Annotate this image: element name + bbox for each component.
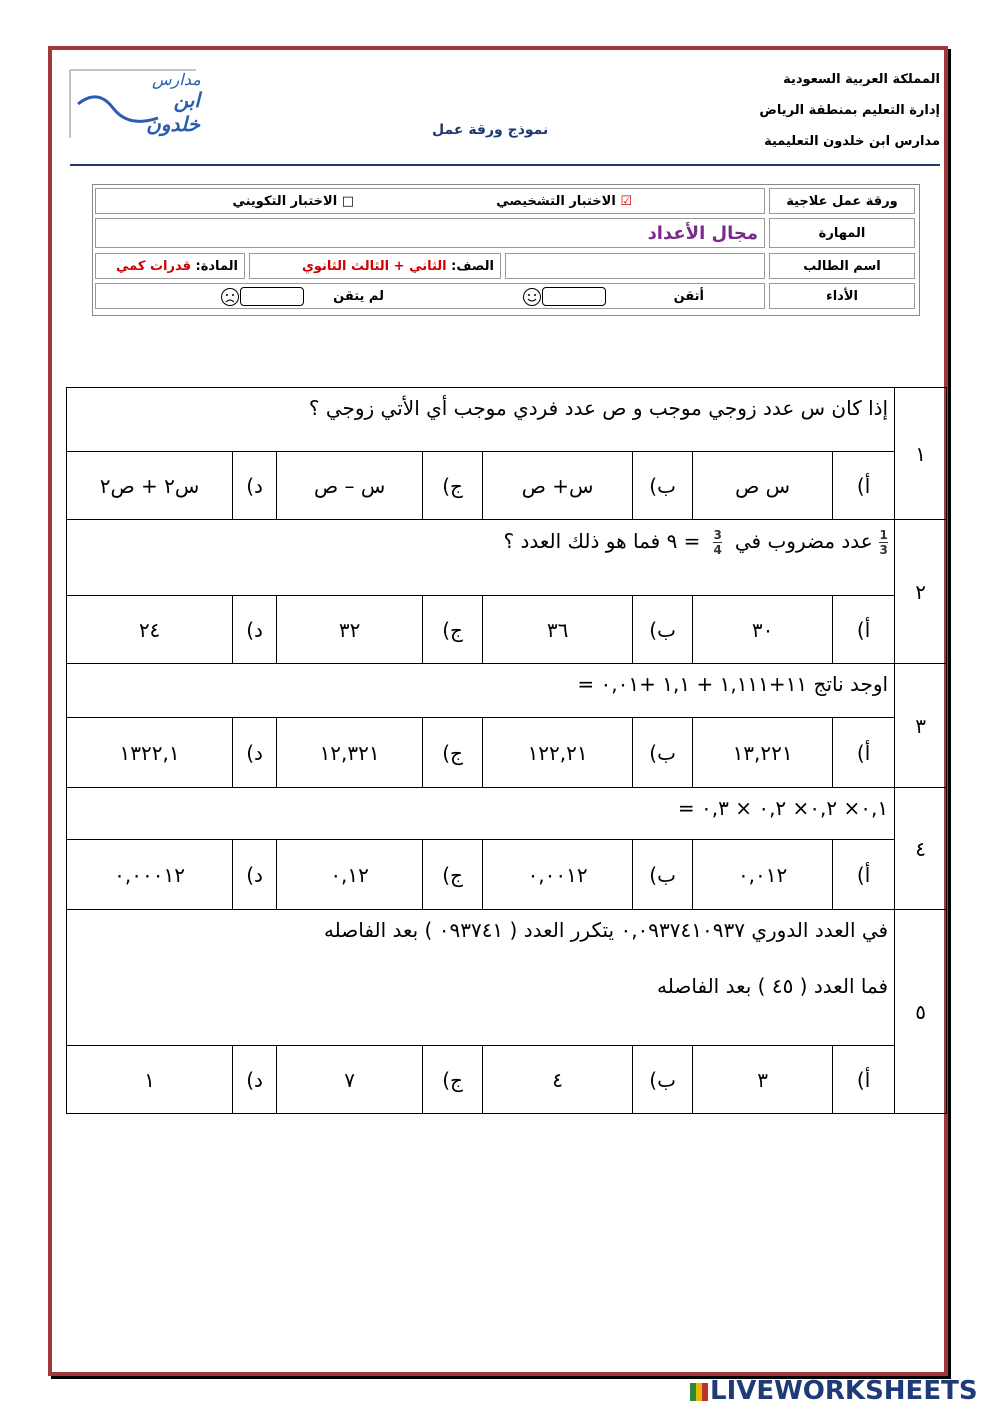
option-c[interactable]: ٠,١٢ bbox=[277, 840, 423, 910]
option-c[interactable]: ٣٢ bbox=[277, 596, 423, 664]
option-c[interactable]: ٧ bbox=[277, 1046, 423, 1114]
liveworksheets-text: LIVEWORKSHEETS bbox=[710, 1376, 978, 1406]
page-title: نموذج ورقة عمل bbox=[432, 122, 549, 138]
question-number: ١ bbox=[895, 388, 947, 520]
checkbox-icon: □ bbox=[341, 193, 354, 209]
option-label: أ) bbox=[833, 840, 895, 910]
check-icon: ☑ bbox=[620, 193, 632, 209]
smile-icon bbox=[522, 287, 542, 307]
fraction-three-quarters bbox=[713, 528, 722, 557]
grade-label: الصف: bbox=[451, 258, 494, 274]
question-3-stem-row bbox=[67, 664, 947, 718]
logo-text-top: مدارس bbox=[152, 70, 201, 89]
question-stem-line-2: فما العدد ( ٤٥ ) بعد الفاصله bbox=[657, 974, 889, 998]
option-label: د) bbox=[233, 452, 277, 520]
fraction-denominator: 4 bbox=[713, 543, 722, 557]
option-label: ج) bbox=[423, 840, 483, 910]
diagnostic-option[interactable] bbox=[496, 194, 632, 209]
option-c[interactable]: ١٢,٣٢١ bbox=[277, 718, 423, 788]
option-label: ب) bbox=[633, 718, 693, 788]
school-logo bbox=[68, 68, 200, 140]
option-label: ج) bbox=[423, 1046, 483, 1114]
option-label: ج) bbox=[423, 452, 483, 520]
question-stem-line-1: في العدد الدوري ٠,٠٩٣٧٤١٠٩٣٧ يتكرر العدد ( ٠٩٣٧٤١ ) بعد الفاصله bbox=[323, 918, 889, 942]
question-stem bbox=[67, 910, 895, 1046]
option-label: ب) bbox=[633, 840, 693, 910]
subject-label: المادة: bbox=[195, 258, 238, 274]
question-4-stem-row bbox=[67, 788, 947, 840]
option-b[interactable]: ١٢٢,٢١ bbox=[483, 718, 633, 788]
question-stem-part: = ٩ فما هو ذلك العدد ؟ bbox=[503, 529, 701, 553]
sad-face-icon bbox=[220, 287, 240, 307]
option-label: ب) bbox=[633, 1046, 693, 1114]
school-header bbox=[759, 64, 940, 157]
option-a[interactable]: ١٣,٢٢١ bbox=[693, 718, 833, 788]
student-name-label: اسم الطالب bbox=[769, 253, 915, 279]
option-label: ج) bbox=[423, 718, 483, 788]
formative-option[interactable] bbox=[232, 194, 354, 209]
liveworksheets-icon bbox=[690, 1383, 708, 1401]
option-label: ب) bbox=[633, 452, 693, 520]
formative-label: الاختبار التكويني bbox=[232, 193, 338, 209]
worksheet-type-label: ورقة عمل علاجية bbox=[769, 188, 915, 214]
fraction-denominator: 3 bbox=[879, 543, 888, 557]
option-label: د) bbox=[233, 596, 277, 664]
option-a[interactable]: ٠,٠١٢ bbox=[693, 840, 833, 910]
option-label: ج) bbox=[423, 596, 483, 664]
not-mastered-label: لم يتقن bbox=[333, 288, 384, 304]
logo-text-main: ابن خلدون bbox=[146, 88, 200, 136]
student-name-input[interactable] bbox=[505, 253, 765, 279]
question-stem: ٠,١× ٠,٢× ٠,٢ × ٠,٣ = bbox=[67, 788, 895, 840]
question-2-stem-row bbox=[67, 520, 947, 596]
option-label: د) bbox=[233, 718, 277, 788]
fraction-numerator: 3 bbox=[713, 528, 722, 542]
mastered-box[interactable] bbox=[542, 287, 606, 306]
question-2-options-row bbox=[67, 596, 947, 664]
option-b[interactable]: ٤ bbox=[483, 1046, 633, 1114]
fraction-one-third bbox=[879, 528, 888, 557]
option-d[interactable]: ١ bbox=[67, 1046, 233, 1114]
subject-field bbox=[95, 253, 245, 279]
question-3-options-row bbox=[67, 718, 947, 788]
header-divider bbox=[70, 164, 940, 166]
option-label: أ) bbox=[833, 718, 895, 788]
option-label: ب) bbox=[633, 596, 693, 664]
option-label: د) bbox=[233, 840, 277, 910]
option-c[interactable]: س – ص bbox=[277, 452, 423, 520]
questions-table bbox=[66, 387, 947, 1114]
question-stem-part: عدد مضروب في bbox=[734, 529, 873, 553]
option-label: د) bbox=[233, 1046, 277, 1114]
grade-value: الثاني + الثالث الثانوي bbox=[301, 258, 447, 274]
skill-label: المهارة bbox=[769, 218, 915, 248]
mastered-label: أتقن bbox=[673, 288, 704, 304]
option-d[interactable]: ١٣٢٢,١ bbox=[67, 718, 233, 788]
header-line-1: المملكة العربية السعودية bbox=[783, 72, 940, 87]
header-line-3: مدارس ابن خلدون التعليمية bbox=[764, 134, 940, 149]
not-mastered-box[interactable] bbox=[240, 287, 304, 306]
question-1-options-row bbox=[67, 452, 947, 520]
info-table bbox=[92, 184, 920, 316]
option-b[interactable]: س+ ص bbox=[483, 452, 633, 520]
question-5-options-row bbox=[67, 1046, 947, 1114]
fraction-numerator: 1 bbox=[879, 528, 888, 542]
option-b[interactable]: ٠,٠٠١٢ bbox=[483, 840, 633, 910]
skill-value: مجال الأعداد bbox=[95, 218, 765, 248]
question-stem: إذا كان س عدد زوجي موجب و ص عدد فردي موجب أي الأتي زوجي ؟ bbox=[67, 388, 895, 452]
option-b[interactable]: ٣٦ bbox=[483, 596, 633, 664]
header-line-2: إدارة التعليم بمنطقة الرياض bbox=[759, 103, 940, 118]
option-d[interactable]: س٢ + ص٢ bbox=[67, 452, 233, 520]
option-a[interactable]: ٣ bbox=[693, 1046, 833, 1114]
performance-label: الأداء bbox=[769, 283, 915, 309]
diagnostic-label: الاختبار التشخيصي bbox=[496, 193, 616, 209]
option-label: أ) bbox=[833, 596, 895, 664]
question-1-stem-row bbox=[67, 388, 947, 452]
question-number: ٣ bbox=[895, 664, 947, 788]
option-a[interactable]: ٣٠ bbox=[693, 596, 833, 664]
performance-row bbox=[95, 283, 765, 309]
question-stem: اوجد ناتج ١١+١,١١١ + ١,١ +٠,٠١ = bbox=[67, 664, 895, 718]
question-number: ٥ bbox=[895, 910, 947, 1114]
option-label: أ) bbox=[833, 452, 895, 520]
test-type-row bbox=[95, 188, 765, 214]
question-4-options-row bbox=[67, 840, 947, 910]
question-number: ٤ bbox=[895, 788, 947, 910]
question-number: ٢ bbox=[895, 520, 947, 664]
liveworksheets-logo[interactable] bbox=[690, 1376, 978, 1406]
option-d[interactable]: ٠,٠٠٠١٢ bbox=[67, 840, 233, 910]
question-stem bbox=[67, 520, 895, 596]
subject-value: قدرات كمي bbox=[116, 258, 191, 274]
option-a[interactable]: س ص bbox=[693, 452, 833, 520]
option-label: أ) bbox=[833, 1046, 895, 1114]
option-d[interactable]: ٢٤ bbox=[67, 596, 233, 664]
grade-field bbox=[249, 253, 501, 279]
question-5-stem-row bbox=[67, 910, 947, 1046]
